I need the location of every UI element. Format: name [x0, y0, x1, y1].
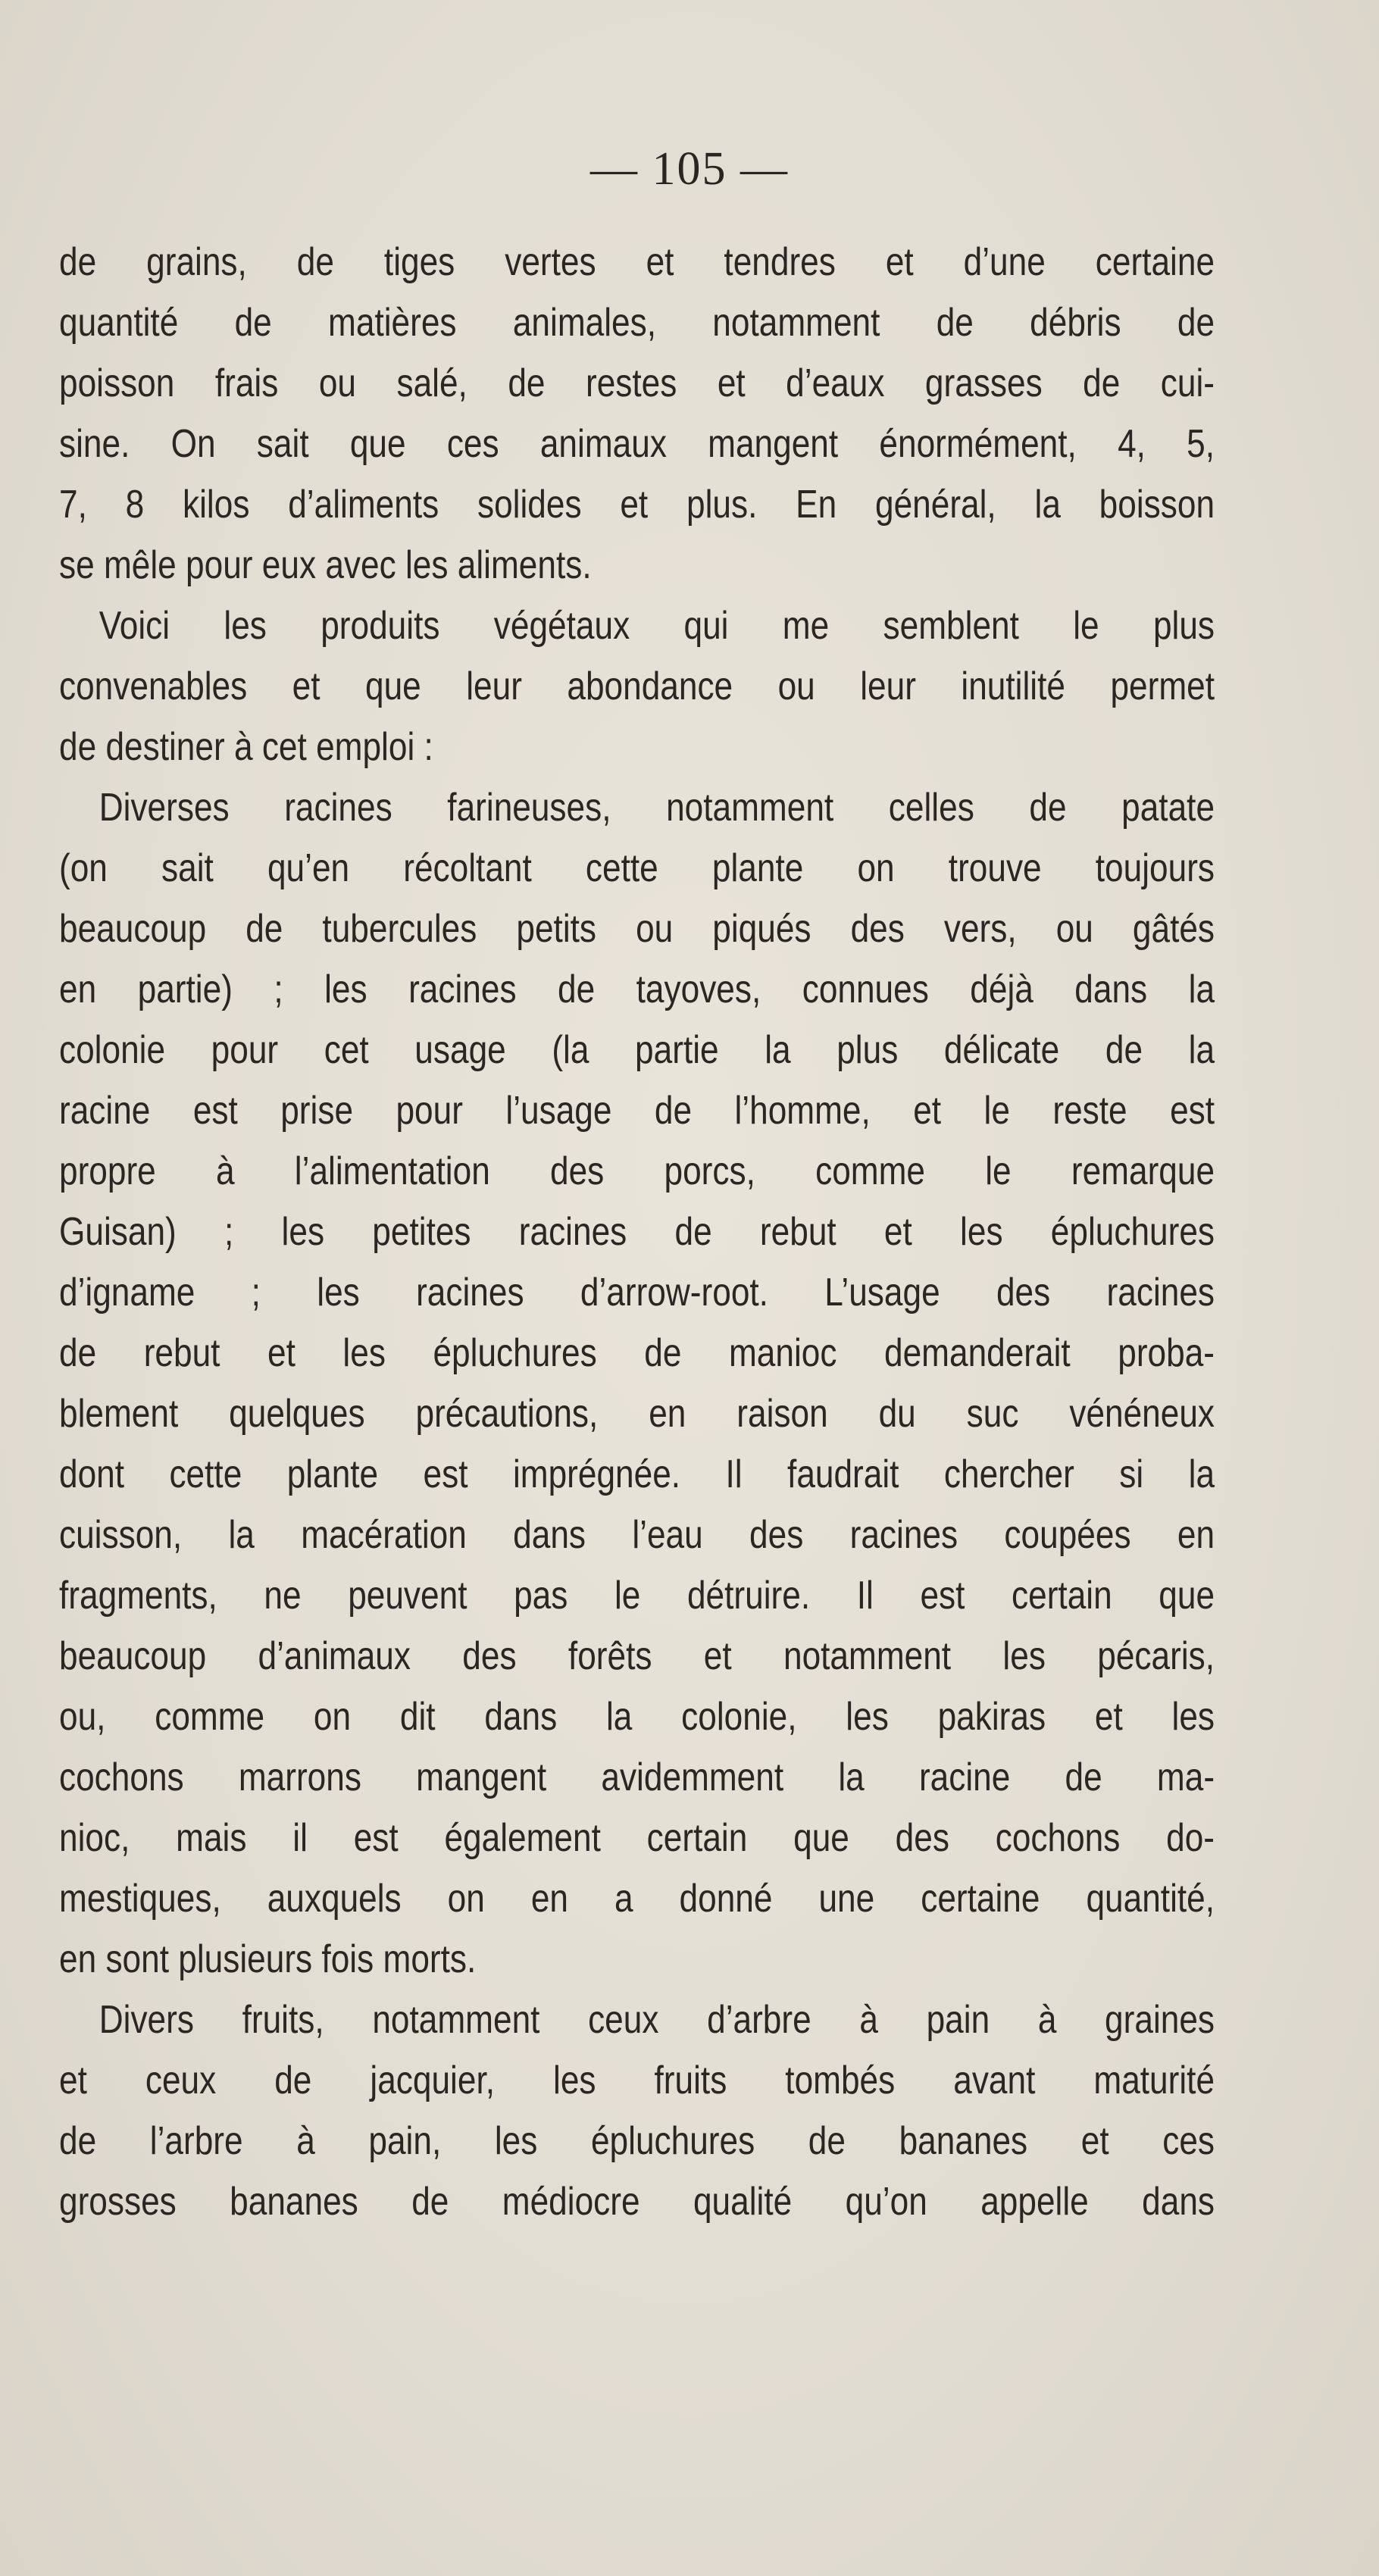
text-line: en partie) ; les racines de tayoves, connues déjà dans la	[59, 968, 1215, 1011]
text-line: propre à l’alimentation des porcs, comme le remarque	[59, 1149, 1215, 1193]
text-line: quantité de matières animales, notamment de débris de	[59, 301, 1215, 345]
text-line: Divers fruits, notamment ceux d’arbre à pain à graines	[98, 1998, 1215, 2042]
text-line: de rebut et les épluchures de manioc demanderait proba-	[59, 1331, 1215, 1375]
text-line: cochons marrons mangent avidemment la racine de ma-	[59, 1755, 1215, 1799]
text-line: d’igname ; les racines d’arrow-root. L’usage des racines	[59, 1271, 1215, 1315]
text-line: dont cette plante est imprégnée. Il faudrait chercher si la	[59, 1452, 1215, 1496]
text-line: de destiner à cet emploi :	[59, 725, 433, 769]
page-number: — 105 —	[590, 143, 789, 195]
text-line: et ceux de jacquier, les fruits tombés avant maturité	[59, 2059, 1215, 2102]
text-line: ou, comme on dit dans la colonie, les pakiras et les	[59, 1695, 1215, 1739]
text-line: poisson frais ou salé, de restes et d’eaux grasses de cui-	[59, 361, 1215, 405]
text-line: sine. On sait que ces animaux mangent énormément, 4, 5,	[59, 422, 1215, 466]
text-line: beaucoup d’animaux des forêts et notamment les pécaris,	[59, 1634, 1215, 1678]
paragraph	[59, 777, 1215, 1990]
paragraph	[59, 232, 1215, 596]
text-line: grosses bananes de médiocre qualité qu’on appelle dans	[59, 2180, 1215, 2224]
text-line: convenables et que leur abondance ou leur inutilité permet	[59, 664, 1215, 708]
text-line: Guisan) ; les petites racines de rebut et les épluchures	[59, 1210, 1215, 1254]
text-line: beaucoup de tubercules petits ou piqués des vers, ou gâtés	[59, 907, 1215, 951]
text-line: racine est prise pour l’usage de l’homme, et le reste est	[59, 1089, 1215, 1133]
paragraph	[59, 1990, 1215, 2232]
text-line: de l’arbre à pain, les épluchures de bananes et ces	[59, 2119, 1215, 2163]
text-line: de grains, de tiges vertes et tendres et d’une certaine	[59, 240, 1215, 284]
text-line: nioc, mais il est également certain que des cochons do-	[59, 1816, 1215, 1860]
text-line: (on sait qu’en récoltant cette plante on trouve toujours	[59, 846, 1215, 890]
text-line: 7, 8 kilos d’aliments solides et plus. En général, la boisson	[59, 483, 1215, 527]
paragraph	[59, 596, 1215, 777]
text-line: colonie pour cet usage (la partie la plus délicate de la	[59, 1028, 1215, 1072]
text-line: Voici les produits végétaux qui me semblent le plus	[98, 604, 1215, 648]
text-line: Diverses racines farineuses, notamment celles de patate	[98, 786, 1215, 830]
text-line: cuisson, la macération dans l’eau des racines coupées en	[59, 1513, 1215, 1557]
text-line: fragments, ne peuvent pas le détruire. Il est certain que	[59, 1574, 1215, 1618]
text-line: en sont plusieurs fois morts.	[59, 1937, 477, 1981]
body-text	[59, 232, 1215, 2232]
text-line: blement quelques précautions, en raison du suc vénéneux	[59, 1392, 1215, 1436]
text-line: se mêle pour eux avec les aliments.	[59, 543, 592, 587]
text-line: mestiques, auxquels on en a donné une certaine quantité,	[59, 1877, 1215, 1921]
